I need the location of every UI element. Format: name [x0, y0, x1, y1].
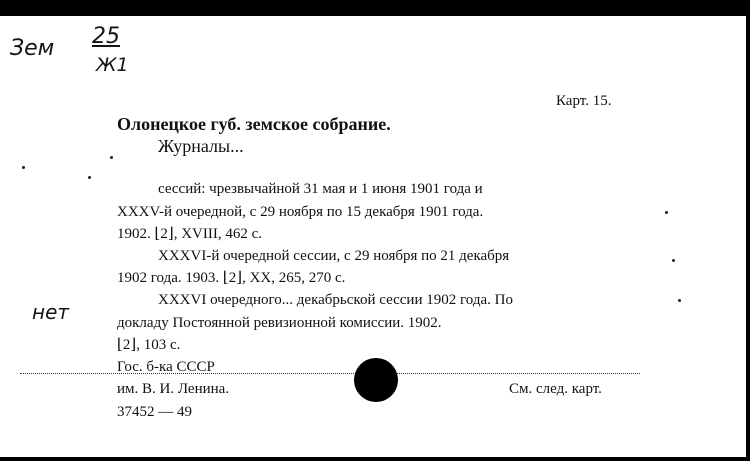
card-number: Карт. 15.	[556, 93, 612, 109]
heading-title: Олонецкое губ. земское собрание.	[117, 114, 391, 134]
catalog-number: 37452 — 49	[117, 404, 192, 420]
handwritten-margin-note: нет	[32, 300, 70, 324]
body-line: ⌊2⌋, 103 с.	[117, 337, 181, 353]
scan-speck	[678, 299, 681, 302]
body-line: XXXVI-й очередной сессии, с 29 ноября по 21 декабря	[158, 248, 510, 264]
body-line: XXXVI очередного... декабрьской сессии 1902 года. По	[158, 292, 513, 308]
body-line: 1902 года. 1903. ⌊2⌋, XX, 265, 270 с.	[117, 270, 346, 286]
handwritten-fraction-numerator: 25	[92, 24, 120, 49]
library-line-1: Гос. б-ка СССР	[117, 359, 215, 375]
scan-speck	[672, 259, 675, 262]
scan-speck	[110, 156, 113, 159]
body-line: докладу Постоянной ревизионной комиссии. 1902.	[117, 315, 442, 331]
scan-speck	[22, 166, 25, 169]
library-line-2: им. В. И. Ленина.	[117, 381, 230, 397]
handwritten-fraction-denominator: Ж1	[96, 54, 129, 76]
body-line: сессий: чрезвычайной 31 мая и 1 июня 1901 года и	[158, 181, 483, 197]
dotted-rule	[20, 373, 640, 374]
handwritten-code: Зем	[10, 36, 55, 61]
scan-speck	[665, 211, 668, 214]
next-card-reference: См. след. карт.	[509, 381, 602, 397]
heading-subtitle: Журналы...	[158, 136, 244, 156]
punch-hole	[354, 358, 398, 402]
scan-speck	[88, 176, 91, 179]
catalog-card	[0, 16, 746, 457]
body-line: 1902. ⌊2⌋, XVIII, 462 с.	[117, 226, 263, 242]
body-line: XXXV-й очередной, с 29 ноября по 15 декабря 1901 года.	[117, 204, 484, 220]
